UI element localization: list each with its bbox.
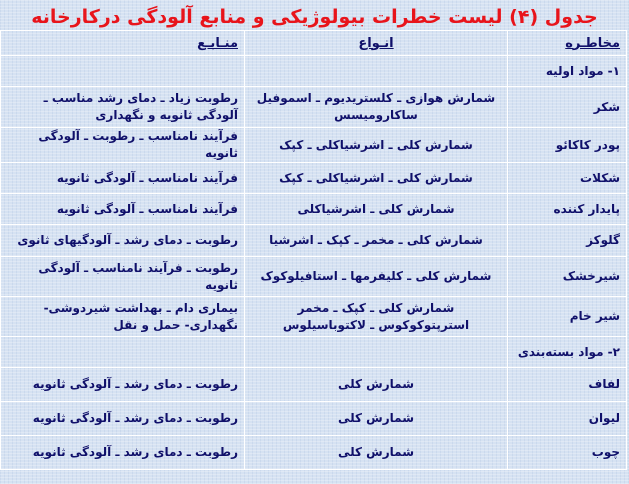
sources-cell: رطوبت ـ دمای رشد ـ آلودگی ثانویه <box>1 436 245 470</box>
table-cell <box>245 56 508 87</box>
sources-cell: رطوبت ـ دمای رشد ـ آلودگی ثانویه <box>1 368 245 402</box>
table-row <box>1 402 627 436</box>
types-cell: شمارش کلی ـ اشرشیاکلی <box>245 194 508 225</box>
sources-cell: فرآیند نامناسب ـ رطوبت ـ آلودگی ثانویه <box>1 128 245 163</box>
hazard-cell: لیوان <box>508 402 627 436</box>
header-hazard: مخاطـره <box>508 31 627 56</box>
table-header-row <box>1 31 627 56</box>
sources-cell: بیماری دام ـ بهداشت شیردوشی- نگهداری- حمل و نقل <box>1 297 245 337</box>
page-title: جدول (۴) لیست خطرات بیولوژیکی و منابع آلودگی درکارخانه <box>31 6 598 28</box>
types-cell: شمارش کلی ـ کپک ـ مخمر استرپتوکوکوس ـ لاکتوباسیلوس <box>245 297 508 337</box>
header-types: انـواع <box>245 31 508 56</box>
types-cell: شمارش هوازی ـ کلستریدیوم ـ اسموفیل ساکارومیسس <box>245 87 508 128</box>
table-cell <box>1 337 245 368</box>
sources-cell: رطوبت ـ دمای رشد ـ آلودگی ثانویه <box>1 402 245 436</box>
table-row <box>1 163 627 194</box>
hazard-cell: پایدار کننده <box>508 194 627 225</box>
table-row <box>1 297 627 337</box>
header-sources: منـابـع <box>1 31 245 56</box>
sources-cell: رطوبت ـ دمای رشد ـ آلودگیهای ثانوی <box>1 225 245 257</box>
section-label-packaging: ۲- مواد بسته‌بندی <box>508 337 627 368</box>
types-cell: شمارش کلی ـ مخمر ـ کپک ـ اشرشیا <box>245 225 508 257</box>
table-row <box>1 194 627 225</box>
table-row <box>1 87 627 128</box>
sources-cell: رطوبت ـ فرآیند نامناسب ـ آلودگی ثانویه <box>1 257 245 297</box>
types-cell: شمارش کلی <box>245 436 508 470</box>
sources-cell: فرآیند نامناسب ـ آلودگی ثانویه <box>1 194 245 225</box>
table-row <box>1 257 627 297</box>
types-cell: شمارش کلی <box>245 402 508 436</box>
hazard-cell: گلوکز <box>508 225 627 257</box>
table-row <box>1 436 627 470</box>
table-row <box>1 128 627 163</box>
sources-cell: رطوبت زیاد ـ دمای رشد مناسب ـ آلودگی ثانویه و نگهداری <box>1 87 245 128</box>
section-row <box>1 337 627 368</box>
types-cell: شمارش کلی ـ اشرشیاکلی ـ کپک <box>245 128 508 163</box>
hazard-cell: شکر <box>508 87 627 128</box>
hazard-cell: لفاف <box>508 368 627 402</box>
table-row <box>1 225 627 257</box>
sources-cell: فرآیند نامناسب ـ آلودگی ثانویه <box>1 163 245 194</box>
table-cell <box>1 56 245 87</box>
types-cell: شمارش کلی ـ اشرشیاکلی ـ کپک <box>245 163 508 194</box>
hazard-cell: چوب <box>508 436 627 470</box>
hazard-cell: شکلات <box>508 163 627 194</box>
types-cell: شمارش کلی <box>245 368 508 402</box>
section-row <box>1 56 627 87</box>
section-label-raw: ۱- مواد اولیه <box>508 56 627 87</box>
table-cell <box>245 337 508 368</box>
hazard-table <box>0 30 627 470</box>
hazard-cell: پودر کاکائو <box>508 128 627 163</box>
table-row <box>1 368 627 402</box>
hazard-cell: شیر خام <box>508 297 627 337</box>
types-cell: شمارش کلی ـ کلیفرمها ـ استافیلوکوک <box>245 257 508 297</box>
hazard-cell: شیرخشک <box>508 257 627 297</box>
